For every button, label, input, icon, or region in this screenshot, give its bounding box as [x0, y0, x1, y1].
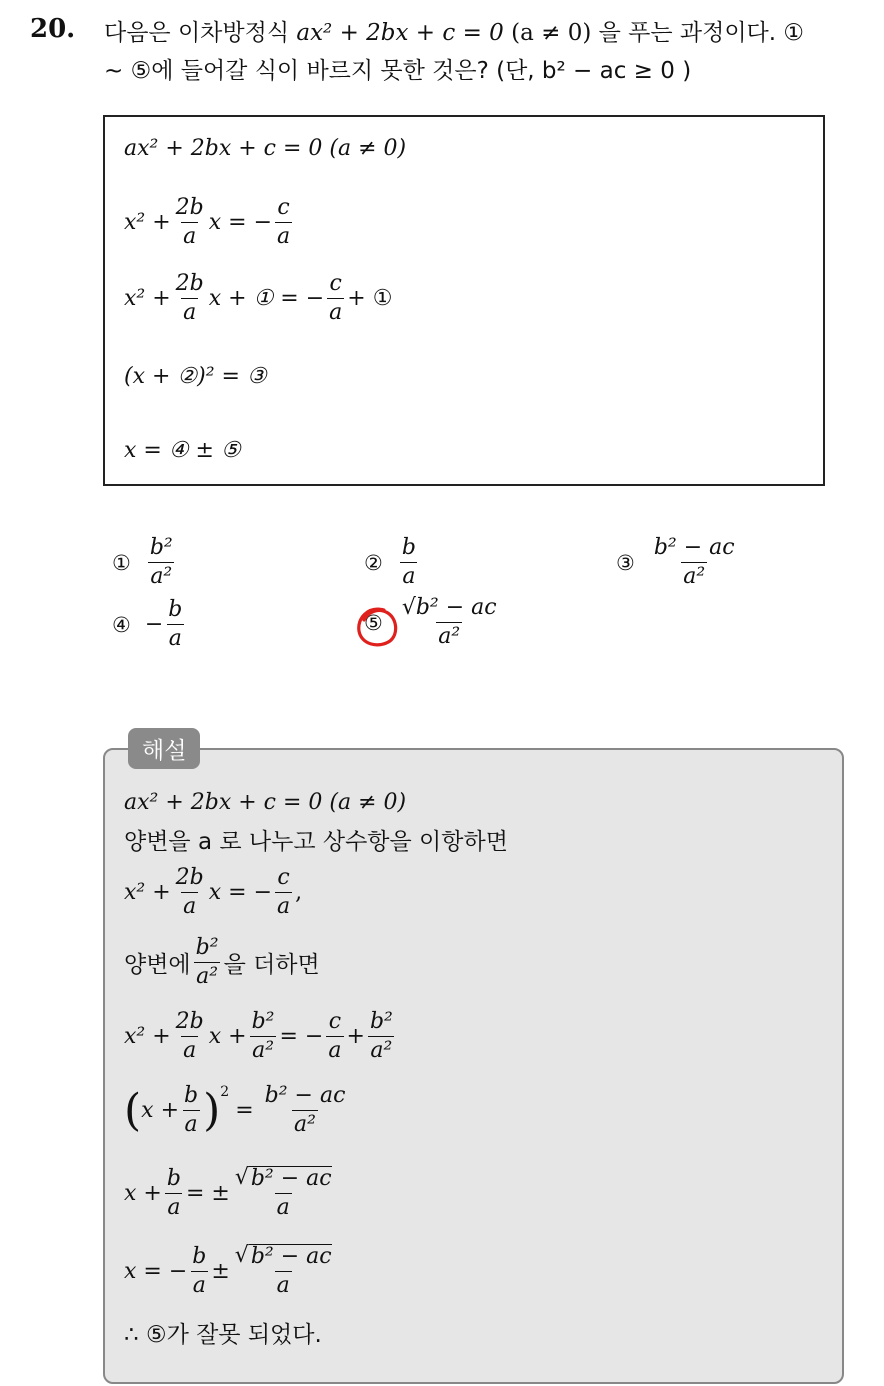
choice-2[interactable]: ② $\frac{b}{a}$ — [364, 535, 416, 590]
process-step-4: (x + ②)² = ③ — [124, 364, 267, 389]
fraction: $\frac{c}{a}$ — [277, 195, 291, 250]
solution-line-6: ( x + $\frac{b}{a}$ ) $^2$ = $\frac{\text{b² − ac}}{\text{a²}}$ — [124, 1083, 346, 1138]
question-text — [104, 14, 864, 90]
fraction: $\frac{2b}{a}$ — [175, 271, 204, 326]
sqrt-icon: √ — [234, 1243, 249, 1268]
solution-line-4: 양변에 $\frac{\text{b²}}{\text{a²}}$ 을 더하면 — [124, 935, 320, 990]
question-line-2: ~ ⑤에 들어갈 식이 바르지 못한 것은? (단, b² − ac ≥ 0 ) — [104, 58, 692, 84]
fraction: $\frac{2b}{a}$ — [175, 195, 204, 250]
solution-line-2: 양변을 a 로 나누고 상수항을 이항하면 — [124, 829, 508, 855]
process-step-2: x² + $\frac{2b}{a}$ x = − $\frac{c}{a}$ — [124, 195, 291, 250]
process-step-5: x = ④ ± ⑤ — [124, 438, 241, 463]
choice-1[interactable]: ① $\frac{\text{b²}}{\text{a²}}$ — [112, 535, 173, 590]
choice-3[interactable]: ③ $\frac{\text{b² − ac}}{\text{a²}}$ — [616, 535, 735, 590]
solution-conclusion: ∴ ⑤가 잘못 되었다. — [124, 1322, 322, 1348]
choice-4[interactable]: ④ − $\frac{b}{a}$ — [112, 597, 183, 652]
answer-circle-mark — [354, 604, 400, 650]
sqrt-icon: √ — [234, 1165, 249, 1190]
solution-tag: 해설 — [128, 728, 200, 769]
process-step-1: ax² + 2bx + c = 0 (a ≠ 0) — [124, 136, 407, 161]
fraction: $\frac{c}{a}$ — [329, 271, 343, 326]
solution-line-8: x = − $\frac{b}{a}$ ± √ b² − ac a — [124, 1243, 332, 1299]
solution-line-3: x² + $\frac{2b}{a}$ x = − $\frac{c}{a}$ , — [124, 865, 303, 920]
solution-line-7: x + $\frac{b}{a}$ = ± √ b² − ac a — [124, 1165, 332, 1221]
choice-5[interactable]: ⑤ $\frac{\text{√b² − ac}}{\text{a²}}$ — [364, 595, 497, 650]
solution-line-5: x² + $\frac{2b}{a}$ x + $\frac{\text{b²}}{\text{a²}}$ = − $\frac{c}{a}$ + $\frac{\text{b²}}{\text{a²}}$ — [124, 1009, 393, 1064]
question-number: 20. — [30, 14, 76, 44]
question-line-1: 다음은 이차방정식 ax² + 2bx + c = 0 (a ≠ 0) 을 푸는 과정이다. ① — [104, 20, 805, 46]
solution-line-1: ax² + 2bx + c = 0 (a ≠ 0) — [124, 790, 407, 815]
process-step-3: x² + $\frac{2b}{a}$ x + ① = − $\frac{c}{a}$ + ① — [124, 271, 393, 326]
